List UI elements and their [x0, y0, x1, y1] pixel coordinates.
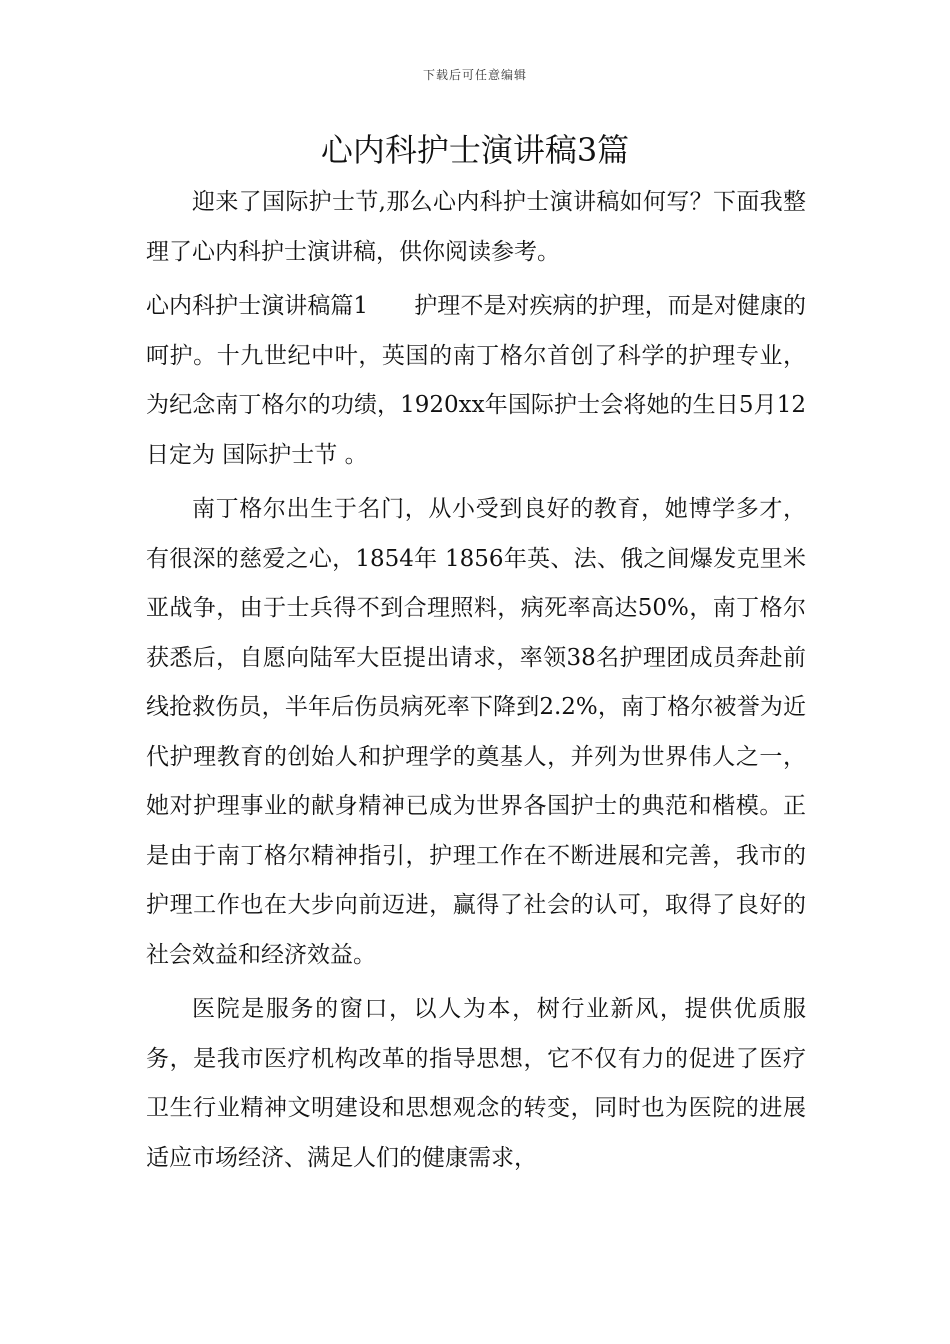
document-body [146, 178, 806, 1183]
paragraph-speech-1-opening: 心内科护士演讲稿篇1 护理不是对疾病的护理，而是对健康的呵护。十九世纪中叶，英国的南丁格尔首创了科学的护理专业，为纪念南丁格尔的功绩，1920xx年国际护士会将她的生日5月12日定为 国际护士节 。 [146, 293, 806, 468]
paragraph-intro: 迎来了国际护士节,那么心内科护士演讲稿如何写？下面我整理了心内科护士演讲稿，供你阅读参考。 [146, 189, 806, 265]
page-header-note: 下载后可任意编辑 [422, 68, 527, 82]
paragraph-hospital-service: 医院是服务的窗口，以人为本，树行业新风，提供优质服务，是我市医疗机构改革的指导思想，它不仅有力的促进了医疗卫生行业精神文明建设和思想观念的转变，同时也为医院的进展适应市场经济、满足人们的健康需求， [146, 996, 806, 1171]
document-title: 心内科护士演讲稿3篇 [320, 131, 630, 169]
paragraph-nightingale: 南丁格尔出生于名门，从小受到良好的教育，她博学多才，有很深的慈爱之心，1854年 1856年英、法、俄之间爆发克里米亚战争，由于士兵得不到合理照料，病死率高达50%，南丁格尔获悉后，自愿向陆军大臣提出请求，率领38名护理团成员奔赴前线抢救伤员，半年后伤员病死率下降到2.2%，南丁格尔被誉为近代护理教育的创始人和护理学的奠基人，并列为世界伟人之一，她对护理事业的献身精神已成为世界各国护士的典范和楷模。正是由于南丁格尔精神指引，护理工作在不断进展和完善，我市的护理工作也在大步向前迈进，赢得了社会的认可，取得了良好的社会效益和经济效益。 [146, 496, 806, 968]
